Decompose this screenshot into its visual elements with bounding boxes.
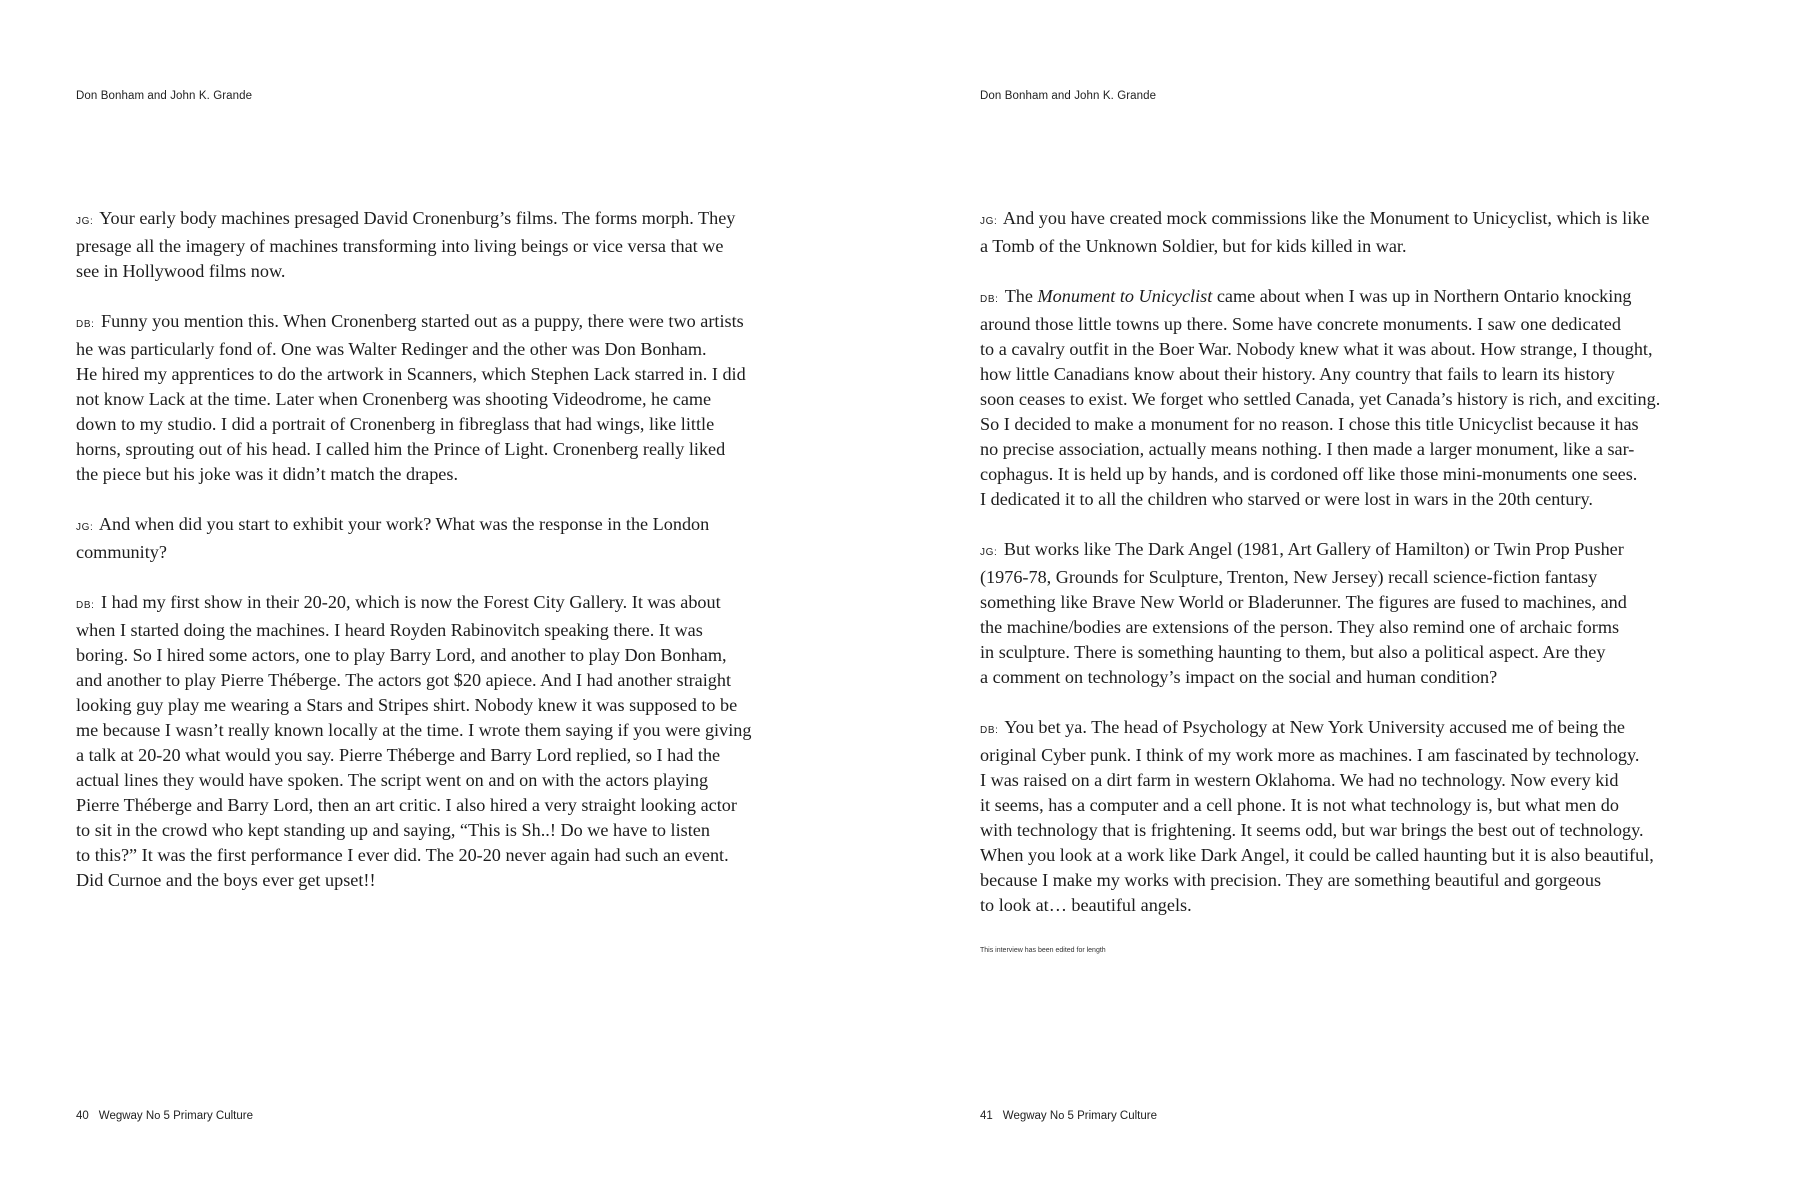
text-segment: because I make my works with precision. They are something beautiful and gorgeous	[980, 870, 1602, 890]
text-segment: Your early body machines presaged David Cronenburg’s films. The forms morph. They	[95, 208, 736, 228]
text-segment: a Tomb of the Unknown Soldier, but for kids killed in war.	[980, 236, 1407, 256]
text-segment: came about when I was up in Northern Ontario knocking	[1212, 286, 1632, 306]
speaker-initials: JG:	[980, 547, 998, 558]
text-line	[76, 337, 836, 362]
text-line	[980, 565, 1740, 590]
text-segment: The	[1000, 286, 1038, 306]
speaker-initials: JG:	[76, 522, 94, 533]
issue-title: 5 Primary Culture	[1064, 1110, 1157, 1122]
text-line	[980, 793, 1740, 818]
text-line	[76, 259, 836, 284]
running-head: Don Bonham and John K. Grande	[980, 90, 1157, 102]
page-number: 41	[980, 1110, 993, 1122]
issue-number-mark: o	[1058, 1110, 1065, 1122]
interview-paragraph	[76, 512, 836, 565]
text-segment: community?	[76, 542, 167, 562]
speaker-initials: DB:	[980, 725, 999, 736]
text-line	[980, 362, 1740, 387]
text-segment: a talk at 20-20 what would you say. Pierre Théberge and Barry Lord replied, so I had the	[76, 745, 721, 765]
interview-paragraph	[980, 537, 1740, 690]
text-segment: horns, sprouting out of his head. I called him the Prince of Light. Cronenberg really liked	[76, 439, 726, 459]
text-segment: actual lines they would have spoken. The script went on and on with the actors playing	[76, 770, 709, 790]
text-line	[76, 718, 836, 743]
text-line	[980, 462, 1740, 487]
text-line	[76, 793, 836, 818]
text-line	[980, 437, 1740, 462]
interview-paragraph	[76, 590, 836, 893]
text-segment: boring. So I hired some actors, one to play Barry Lord, and another to play Don Bonham,	[76, 645, 727, 665]
text-segment: But works like The Dark Angel (1981, Art Gallery of Hamilton) or Twin Prop Pusher	[999, 539, 1624, 559]
text-line	[980, 590, 1740, 615]
folio	[980, 1110, 1157, 1122]
text-segment: how little Canadians know about their history. Any country that fails to learn its history	[980, 364, 1615, 384]
text-line	[76, 362, 836, 387]
text-segment: looking guy play me wearing a Stars and Stripes shirt. Nobody knew it was supposed to be	[76, 695, 738, 715]
text-segment: I was raised on a dirt farm in western Oklahoma. We had no technology. Now every kid	[980, 770, 1619, 790]
text-line	[980, 818, 1740, 843]
text-line	[980, 768, 1740, 793]
text-line	[76, 309, 836, 337]
text-line	[980, 537, 1740, 565]
text-line	[76, 462, 836, 487]
text-segment: when I started doing the machines. I heard Royden Rabinovitch speaking there. It was	[76, 620, 703, 640]
interview-paragraph	[980, 715, 1740, 918]
text-line	[76, 206, 836, 234]
speaker-initials: JG:	[76, 216, 94, 227]
text-segment: he was particularly fond of. One was Walter Redinger and the other was Don Bonham.	[76, 339, 707, 359]
interview-text	[980, 206, 1740, 943]
text-segment: presage all the imagery of machines transforming into living beings or vice versa that we	[76, 236, 724, 256]
text-line	[980, 843, 1740, 868]
artwork-title: Monument to Unicyclist	[1037, 286, 1213, 306]
interview-paragraph	[980, 284, 1740, 512]
text-segment: see in Hollywood films now.	[76, 261, 286, 281]
text-line	[980, 743, 1740, 768]
issue-title: 5 Primary Culture	[160, 1110, 253, 1122]
page-number: 40	[76, 1110, 89, 1122]
text-segment: And you have created mock commissions like the Monument to Unicyclist, which is like	[999, 208, 1650, 228]
text-segment: the machine/bodies are extensions of the person. They also remind one of archaic forms	[980, 617, 1620, 637]
text-line	[980, 615, 1740, 640]
text-segment: me because I wasn’t really known locally at the time. I wrote them saying if you were giving	[76, 720, 752, 740]
text-segment: to a cavalry outfit in the Boer War. Nobody knew what it was about. How strange, I thought,	[980, 339, 1653, 359]
text-segment: it seems, has a computer and a cell phone. It is not what technology is, but what men do	[980, 795, 1619, 815]
publication-name: Wegway N	[1002, 1110, 1059, 1122]
text-line	[980, 412, 1740, 437]
issue-number-mark: o	[154, 1110, 161, 1122]
text-line	[76, 843, 836, 868]
text-line	[76, 818, 836, 843]
text-line	[980, 284, 1740, 312]
speaker-initials: DB:	[76, 319, 95, 330]
text-segment: and another to play Pierre Théberge. The actors got $20 apiece. And I had another straight	[76, 670, 732, 690]
running-head: Don Bonham and John K. Grande	[76, 90, 253, 102]
text-line	[980, 487, 1740, 512]
text-segment: a comment on technology’s impact on the social and human condition?	[980, 667, 1498, 687]
text-segment: with technology that is frightening. It seems odd, but war brings the best out of technology.	[980, 820, 1644, 840]
text-segment: When you look at a work like Dark Angel, it could be called haunting but it is also beautiful,	[980, 845, 1654, 865]
text-line	[980, 715, 1740, 743]
text-line	[76, 693, 836, 718]
text-line	[76, 768, 836, 793]
interview-paragraph	[76, 206, 836, 284]
text-line	[980, 387, 1740, 412]
text-segment: Pierre Théberge and Barry Lord, then an art critic. I also hired a very straight looking actor	[76, 795, 737, 815]
right-page	[900, 0, 1800, 1200]
text-line	[76, 387, 836, 412]
text-line	[980, 206, 1740, 234]
text-line	[76, 540, 836, 565]
text-segment: And when did you start to exhibit your work? What was the response in the London	[95, 514, 710, 534]
text-line	[76, 618, 836, 643]
text-line	[76, 668, 836, 693]
text-segment: Funny you mention this. When Cronenberg started out as a puppy, there were two artists	[96, 311, 744, 331]
speaker-initials: DB:	[980, 294, 999, 305]
text-segment: You bet ya. The head of Psychology at New York University accused me of being the	[1000, 717, 1625, 737]
text-segment: (1976-78, Grounds for Sculpture, Trenton, New Jersey) recall science-fiction fantasy	[980, 567, 1598, 587]
text-segment: something like Brave New World or Bladerunner. The figures are fused to machines, and	[980, 592, 1627, 612]
text-line	[76, 743, 836, 768]
text-line	[76, 590, 836, 618]
text-segment: not know Lack at the time. Later when Cronenberg was shooting Videodrome, he came	[76, 389, 712, 409]
interview-paragraph	[76, 309, 836, 487]
text-line	[980, 337, 1740, 362]
text-line	[76, 512, 836, 540]
text-segment: He hired my apprentices to do the artwork in Scanners, which Stephen Lack starred in. I did	[76, 364, 746, 384]
text-segment: I dedicated it to all the children who starved or were lost in wars in the 20th century.	[980, 489, 1593, 509]
text-segment: soon ceases to exist. We forget who settled Canada, yet Canada’s history is rich, and exciting.	[980, 389, 1661, 409]
speaker-initials: JG:	[980, 216, 998, 227]
text-segment: down to my studio. I did a portrait of Cronenberg in fibreglass that had wings, like little	[76, 414, 715, 434]
text-segment: So I decided to make a monument for no reason. I chose this title Unicyclist because it has	[980, 414, 1639, 434]
interview-text	[76, 206, 836, 918]
text-segment: original Cyber punk. I think of my work more as machines. I am fascinated by technology.	[980, 745, 1640, 765]
text-segment: I had my first show in their 20-20, which is now the Forest City Gallery. It was about	[96, 592, 721, 612]
text-segment: no precise association, actually means nothing. I then made a larger monument, like a sar-	[980, 439, 1635, 459]
text-segment: the piece but his joke was it didn’t match the drapes.	[76, 464, 459, 484]
text-line	[980, 312, 1740, 337]
text-segment: to look at… beautiful angels.	[980, 895, 1192, 915]
text-segment: around those little towns up there. Some have concrete monuments. I saw one dedicated	[980, 314, 1621, 334]
text-segment: to sit in the crowd who kept standing up and saying, “This is Sh..! Do we have to listen	[76, 820, 710, 840]
text-line	[980, 640, 1740, 665]
publication-name: Wegway N	[98, 1110, 155, 1122]
text-line	[980, 893, 1740, 918]
text-segment: to this?” It was the first performance I ever did. The 20-20 never again had such an event.	[76, 845, 729, 865]
folio	[76, 1110, 253, 1122]
text-line	[980, 868, 1740, 893]
edit-note: This interview has been edited for length	[980, 947, 1106, 954]
text-line	[76, 437, 836, 462]
text-line	[76, 643, 836, 668]
text-segment: cophagus. It is held up by hands, and is cordoned off like those mini-monuments one sees.	[980, 464, 1638, 484]
text-line	[76, 868, 836, 893]
text-line	[76, 234, 836, 259]
text-line	[980, 234, 1740, 259]
text-segment: Did Curnoe and the boys ever get upset!!	[76, 870, 376, 890]
text-line	[980, 665, 1740, 690]
speaker-initials: DB:	[76, 600, 95, 611]
interview-paragraph	[980, 206, 1740, 259]
text-line	[76, 412, 836, 437]
text-segment: in sculpture. There is something haunting to them, but also a political aspect. Are they	[980, 642, 1606, 662]
